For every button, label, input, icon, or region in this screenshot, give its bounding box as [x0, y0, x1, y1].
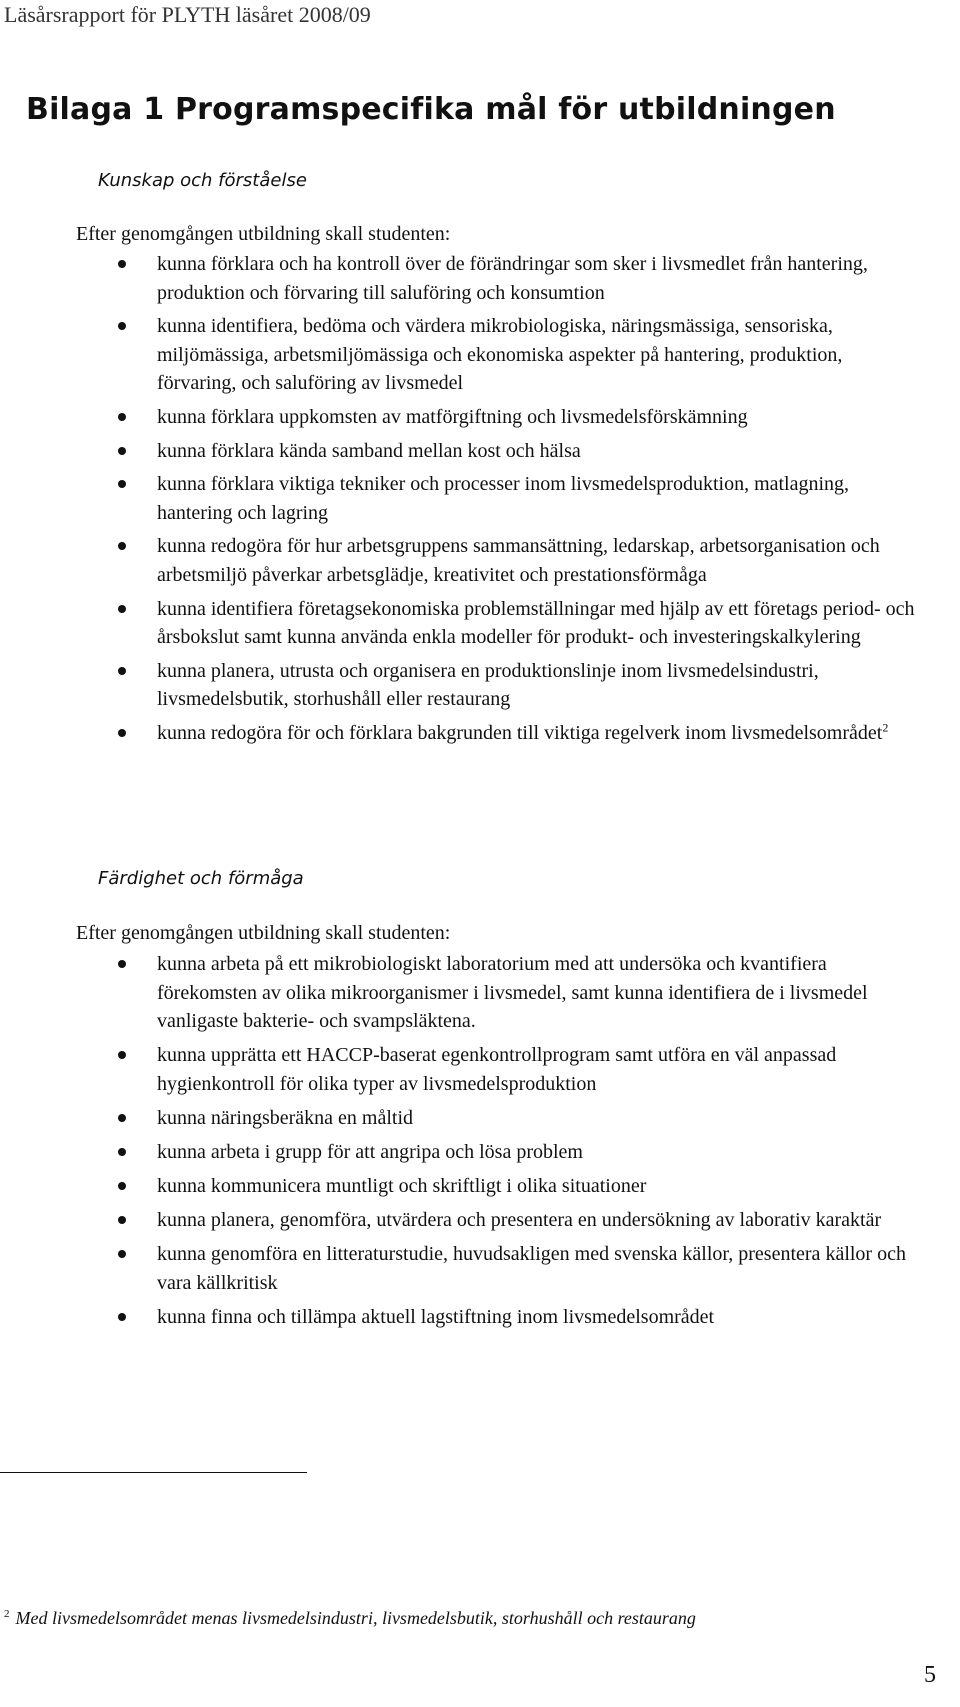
list-item: [0, 470, 917, 527]
bullet-icon: [118, 1250, 126, 1258]
list-item: [0, 403, 917, 432]
section-heading-knowledge: Kunskap och förståelse: [98, 170, 307, 191]
list-item-text: kunna förklara kända samband mellan kost och hälsa: [157, 439, 581, 462]
list-item: [0, 437, 917, 466]
section-heading-skills: Färdighet och förmåga: [98, 868, 304, 889]
list-item-text: kunna identifiera företagsekonomiska problemställningar med hjälp av ett företags period- och årsbokslut samt kunna använda enkla modeller för produkt- och investeringskalkylering: [157, 597, 915, 649]
bullet-icon: [118, 447, 126, 455]
list-item: [0, 719, 917, 748]
list-item-text: kunna arbeta på ett mikrobiologiskt laboratorium med att undersöka och kvantifiera förekomsten av olika mikroorganismer i livsmedel, samt kunna identifiera de i livsmedel vanligaste bakterie- och svampsläktena.: [157, 953, 868, 1033]
list-item: [0, 1138, 917, 1167]
bullet-icon: [118, 960, 126, 968]
bullet-icon: [118, 260, 126, 268]
list-item: [0, 532, 917, 589]
list-item: [0, 1041, 917, 1098]
list-item: [0, 1206, 917, 1235]
list-item-text: kunna redogöra för och förklara bakgrunden till viktiga regelverk inom livsmedelsområdet: [157, 721, 883, 744]
section-intro-skills: Efter genomgången utbildning skall studenten:: [76, 922, 451, 944]
list-item-text: kunna identifiera, bedöma och värdera mikrobiologiska, näringsmässiga, sensoriska, miljömässiga, arbetsmiljömässiga och ekonomiska aspekter på hantering, produktion, förvaring, och saluföring av livsmedel: [157, 315, 843, 395]
list-item: [0, 1172, 917, 1201]
bullet-icon: [118, 1182, 126, 1190]
list-item: [0, 657, 917, 714]
footnote-mark: 2: [4, 1608, 10, 1620]
running-header: Läsårsrapport för PLYTH läsåret 2008/09: [4, 2, 371, 27]
footnote-reference[interactable]: 2: [882, 720, 889, 735]
bullet-icon: [118, 413, 126, 421]
list-item-text: kunna planera, utrusta och organisera en produktionslinje inom livsmedelsindustri, livsmedelsbutik, storhushåll eller restaurang: [157, 659, 819, 711]
list-item: [0, 595, 917, 652]
list-item-text: kunna genomföra en litteraturstudie, huvudsakligen med svenska källor, presentera källor och vara källkritisk: [157, 1243, 906, 1294]
bullet-icon: [118, 1148, 126, 1156]
list-item-text: kunna förklara viktiga tekniker och processer inom livsmedelsproduktion, matlagning, hantering och lagring: [157, 473, 850, 524]
bullet-icon: [118, 480, 126, 488]
list-item-text: kunna upprätta ett HACCP-baserat egenkontrollprogram samt utföra en väl anpassad hygienkontroll för olika typer av livsmedelsproduktion: [157, 1044, 837, 1095]
footnote: [4, 1605, 696, 1631]
bullet-icon: [118, 1216, 126, 1224]
list-item: [0, 250, 917, 307]
goals-list-knowledge: [0, 250, 960, 753]
goals-list-skills: [0, 950, 960, 1337]
footnote-divider: [0, 1472, 307, 1473]
bullet-icon: [118, 1114, 126, 1122]
section-intro-knowledge: Efter genomgången utbildning skall studenten:: [76, 223, 451, 245]
list-item-text: kunna förklara och ha kontroll över de förändringar som sker i livsmedlet från hantering, produktion och förvaring till saluföring och konsumtion: [157, 253, 868, 304]
list-item-text: kunna finna och tillämpa aktuell lagstiftning inom livsmedelsområdet: [157, 1306, 715, 1329]
bullet-icon: [118, 322, 126, 330]
page-title: Bilaga 1 Programspecifika mål för utbildningen: [26, 92, 836, 127]
list-item-text: kunna arbeta i grupp för att angripa och lösa problem: [157, 1141, 583, 1164]
list-item-text: kunna redogöra för hur arbetsgruppens sammansättning, ledarskap, arbetsorganisation och arbetsmiljö påverkar arbetsglädje, kreativitet och prestationsförmåga: [157, 535, 880, 586]
bullet-icon: [118, 1313, 126, 1321]
list-item: [0, 312, 917, 398]
footnote-text: Med livsmedelsområdet menas livsmedelsindustri, livsmedelsbutik, storhushåll och restaurang: [15, 1608, 696, 1628]
list-item: [0, 1303, 917, 1332]
list-item-text: kunna planera, genomföra, utvärdera och presentera en undersökning av laborativ karaktär: [157, 1209, 882, 1232]
bullet-icon: [118, 605, 126, 613]
bullet-icon: [118, 729, 126, 737]
list-item-text: kunna förklara uppkomsten av matförgiftning och livsmedelsförskämning: [157, 405, 748, 428]
page-number: 5: [924, 1662, 936, 1688]
list-item: [0, 1104, 917, 1133]
list-item: [0, 950, 917, 1036]
list-item: [0, 1240, 917, 1297]
list-item-text: kunna näringsberäkna en måltid: [157, 1106, 414, 1129]
list-item-text: kunna kommunicera muntligt och skriftligt i olika situationer: [157, 1175, 647, 1198]
bullet-icon: [118, 1051, 126, 1059]
bullet-icon: [118, 542, 126, 550]
bullet-icon: [118, 667, 126, 675]
